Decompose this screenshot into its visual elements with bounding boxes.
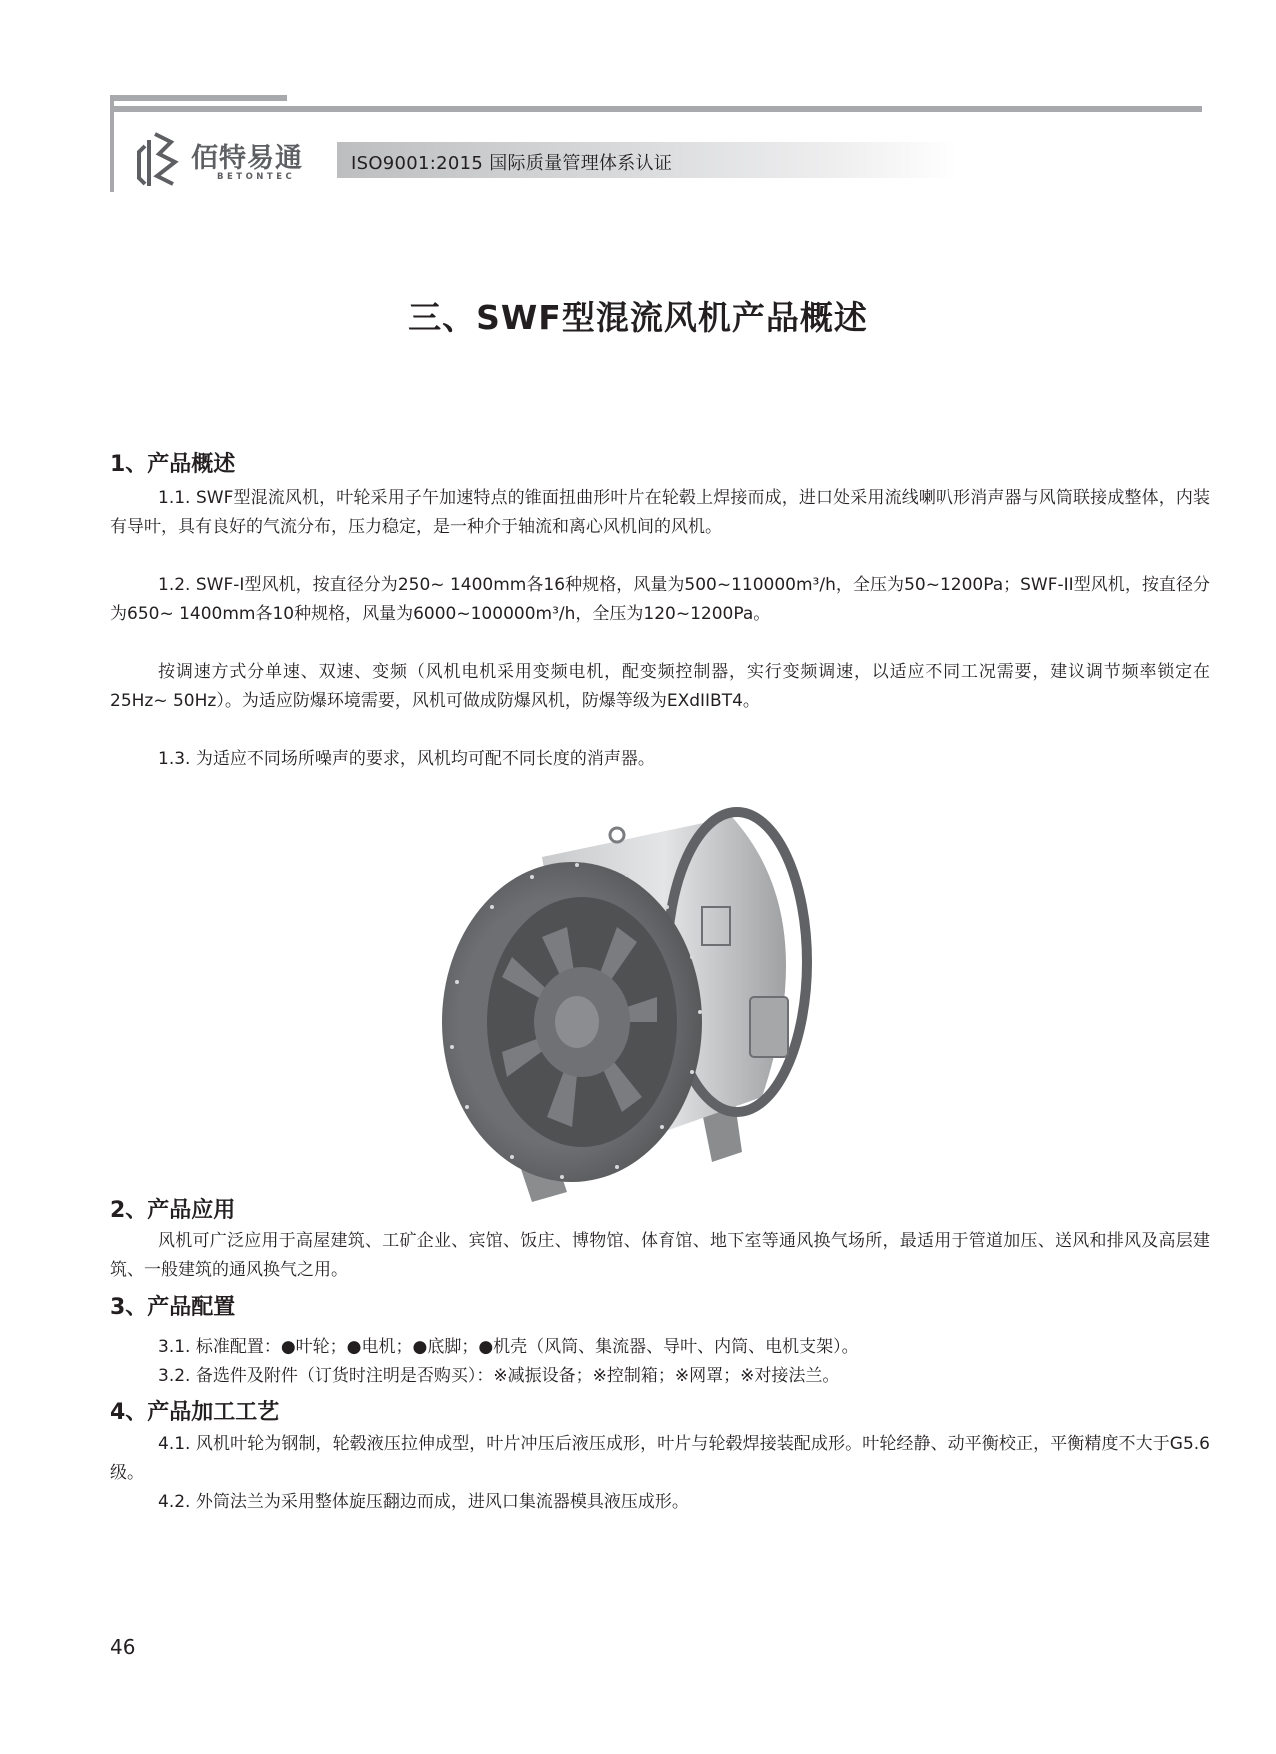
logo-english-name: BETONTEC (217, 172, 296, 182)
header-rule (110, 106, 1202, 112)
paragraph-4-1: 4.1. 风机叶轮为钢制，轮毂液压拉伸成型，叶片冲压后液压成形，叶片与轮毂焊接装配成形。叶轮经静、动平衡校正，平衡精度不大于G5.6级。 (110, 1434, 1210, 1483)
header-rule-vertical (110, 95, 114, 192)
section-heading-application: 2、产品应用 (110, 1198, 236, 1223)
certification-banner (337, 142, 957, 178)
page-number: 46 (110, 1635, 136, 1659)
section-heading-configuration: 3、产品配置 (110, 1295, 236, 1320)
paragraph-3-2: 3.2. 备选件及附件（订货时注明是否购买）：※减振设备；※控制箱；※网罩；※对接法兰。 (158, 1366, 840, 1386)
paragraph-1-1: 1.1. SWF型混流风机，叶轮采用子午加速特点的锥面扭曲形叶片在轮毂上焊接而成，进口处采用流线喇叭形消声器与风筒联接成整体，内装有导叶，具有良好的气流分布，压力稳定，是一种介于轴流和离心风机间的风机。 (110, 488, 1210, 537)
fan-product-image (432, 797, 842, 1207)
section-heading-overview: 1、产品概述 (110, 452, 236, 477)
company-logo (135, 128, 325, 190)
section-heading-process: 4、产品加工工艺 (110, 1400, 280, 1425)
logo-mark-icon (135, 128, 181, 190)
paragraph-3-1: 3.1. 标准配置：●叶轮；●电机；●底脚；●机壳（风筒、集流器、导叶、内筒、电机支架）。 (158, 1337, 859, 1357)
paragraph-1-3: 1.3. 为适应不同场所噪声的要求，风机均可配不同长度的消声器。 (158, 749, 655, 769)
page-title: 三、SWF型混流风机产品概述 (408, 298, 868, 337)
paragraph-application: 风机可广泛应用于高屋建筑、工矿企业、宾馆、饭庄、博物馆、体育馆、地下室等通风换气场所，最适用于管道加压、送风和排风及高层建筑、一般建筑的通风换气之用。 (110, 1231, 1210, 1280)
paragraph-1-2: 1.2. SWF-I型风机，按直径分为250~ 1400mm各16种规格，风量为500~110000m³/h，全压为50~1200Pa；SWF-II型风机，按直径分为650~ 1400mm各10种规格，风量为6000~100000m³/h，全压为120~1200Pa。 (110, 575, 1210, 624)
certification-text: ISO9001:2015 国际质量管理体系认证 (351, 153, 673, 174)
header-rule-short (110, 95, 287, 101)
logo-chinese-name: 佰特易通 (191, 143, 303, 174)
paragraph-4-2: 4.2. 外筒法兰为采用整体旋压翻边而成，进风口集流器模具液压成形。 (158, 1492, 689, 1512)
paragraph-speed-control: 按调速方式分单速、双速、变频（风机电机采用变频电机，配变频控制器，实行变频调速，以适应不同工况需要，建议调节频率锁定在25Hz~ 50Hz）。为适应防爆环境需要，风机可做成防爆风机，防爆等级为EXdIIBT4。 (110, 662, 1210, 711)
